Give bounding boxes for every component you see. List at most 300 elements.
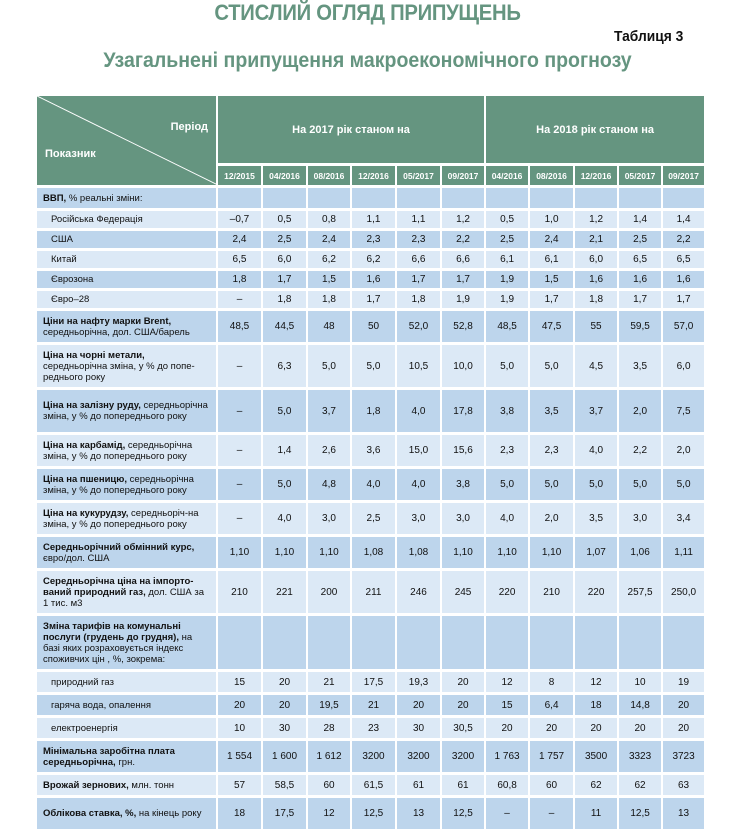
value-cell: 1,5 [530,271,573,288]
value-cell: 5,0 [530,345,573,387]
row-label-text: Китай [51,254,77,265]
value-cell: 48,5 [486,311,528,342]
date-header: 05/2017 [619,166,661,185]
date-header: 12/2016 [352,166,395,185]
value-cell: 1,7 [352,291,395,308]
row-label-bold: Ціна на чорні метали, [43,349,145,361]
value-cell: 7,5 [663,390,704,432]
value-cell: 61 [397,775,440,795]
value-cell: 1,08 [397,537,440,568]
table-row [37,231,704,248]
value-cell: 1,8 [575,291,617,308]
value-cell: –0,7 [218,211,261,228]
value-cell: 20 [663,695,704,715]
value-cell: 2,0 [663,435,704,466]
value-cell: 17,8 [442,390,484,432]
value-cell: 10 [218,718,261,738]
value-cell: 20 [575,718,617,738]
row-label [37,211,216,228]
value-cell: 6,5 [218,251,261,268]
row-label [37,311,216,342]
row-label-text: середньорічна зміна, у % до попе-реднього року [43,360,195,383]
value-cell: 2,4 [218,231,261,248]
date-header: 04/2016 [263,166,306,185]
row-label-text: Російська Федерація [51,214,143,225]
table-row [37,537,704,568]
value-cell [263,188,306,208]
value-cell: 12 [575,672,617,692]
value-cell: 15,0 [397,435,440,466]
value-cell [575,616,617,669]
value-cell: 1,2 [442,211,484,228]
value-cell: 20 [397,695,440,715]
value-cell: 3,8 [442,469,484,500]
row-label-text: на кінець року [136,808,202,819]
value-cell: 4,8 [308,469,350,500]
value-cell: 62 [619,775,661,795]
value-cell: 6,2 [352,251,395,268]
value-cell: 6,6 [397,251,440,268]
value-cell [218,188,261,208]
value-cell: 6,5 [619,251,661,268]
value-cell: 246 [397,571,440,613]
group-header-2018: На 2018 рік станом на [486,96,704,163]
value-cell: 20 [619,718,661,738]
row-label-bold: Ціна на кукурудзу, [43,507,129,519]
row-label-text: млн. тонн [128,779,175,791]
value-cell: 19,3 [397,672,440,692]
value-cell: 18 [575,695,617,715]
value-cell: 221 [263,571,306,613]
value-cell: 3200 [442,741,484,772]
value-cell: 2,3 [530,435,573,466]
table-row [37,695,704,715]
value-cell: 12,5 [619,798,661,829]
value-cell: 12 [486,672,528,692]
value-cell: – [218,291,261,308]
value-cell: 20 [442,695,484,715]
value-cell: 2,0 [530,503,573,534]
row-label [37,271,216,288]
value-cell: 20 [263,695,306,715]
row-label-text: середньорічна, дол. США/барель [43,326,190,338]
value-cell: 52,8 [442,311,484,342]
value-cell: 3,8 [486,390,528,432]
value-cell: 2,2 [663,231,704,248]
value-cell: 63 [663,775,704,795]
row-label-text: середньорічна зміна, у % до попереднього року [43,473,194,496]
value-cell: 1,7 [442,271,484,288]
value-cell: – [486,798,528,829]
table-row [37,390,704,432]
value-cell: – [218,469,261,500]
row-label-bold: Врожай зернових, [43,779,129,791]
value-cell: 3,6 [352,435,395,466]
value-cell: 5,0 [308,345,350,387]
row-label [37,616,216,669]
value-cell [397,616,440,669]
value-cell: 52,0 [397,311,440,342]
value-cell: 21 [308,672,350,692]
row-label-text: на базі яких розраховується індекс споживчих цін , %, зокрема: [43,631,193,665]
row-label [37,798,216,829]
value-cell: 2,5 [619,231,661,248]
date-header: 04/2016 [486,166,528,185]
value-cell: 20 [263,672,306,692]
value-cell: 2,5 [352,503,395,534]
value-cell: 3,5 [619,345,661,387]
table-row [37,741,704,772]
value-cell: 62 [575,775,617,795]
value-cell: 15 [218,672,261,692]
value-cell: 60 [530,775,573,795]
value-cell: 47,5 [530,311,573,342]
value-cell: 1,10 [442,537,484,568]
value-cell: 1,1 [397,211,440,228]
row-label-bold: Облікова ставка, %, [43,808,137,819]
value-cell: 4,0 [263,503,306,534]
value-cell: 0,8 [308,211,350,228]
value-cell: 2,3 [397,231,440,248]
value-cell: 3,0 [442,503,484,534]
value-cell: 60 [308,775,350,795]
value-cell: 3500 [575,741,617,772]
value-cell: 6,6 [442,251,484,268]
value-cell [397,188,440,208]
row-label-text: природний газ [51,676,114,688]
table-title: Узагальнені припущення макроекономічного прогнозу [103,49,632,72]
row-label [37,537,216,568]
row-label-bold: Ціна на карбамід, [43,439,126,451]
value-cell: 11 [575,798,617,829]
value-cell [530,616,573,669]
value-cell: 257,5 [619,571,661,613]
value-cell: 6,0 [663,345,704,387]
value-cell: 5,0 [352,345,395,387]
value-cell: 1,4 [263,435,306,466]
value-cell: 50 [352,311,395,342]
value-cell: 6,0 [575,251,617,268]
value-cell: 6,5 [663,251,704,268]
value-cell: 5,0 [619,469,661,500]
row-label [37,672,216,692]
value-cell: – [218,503,261,534]
value-cell: 1,07 [575,537,617,568]
value-cell: 1 612 [308,741,350,772]
value-cell: 3,7 [308,390,350,432]
value-cell: 1,4 [619,211,661,228]
row-label-text: грн. [115,756,135,768]
value-cell: 61 [442,775,484,795]
value-cell: 6,0 [263,251,306,268]
value-cell: 1,9 [486,291,528,308]
table-row [37,211,704,228]
value-cell: 1,7 [663,291,704,308]
value-cell: 15 [486,695,528,715]
value-cell: 6,1 [530,251,573,268]
value-cell: 3323 [619,741,661,772]
value-cell: 3,5 [530,390,573,432]
row-label [37,345,216,387]
table-row [37,345,704,387]
value-cell: 2,5 [486,231,528,248]
date-header: 09/2017 [442,166,484,185]
row-label-text: дол. США за 1 тис. м3 [43,586,204,609]
value-cell: 20 [442,672,484,692]
value-cell [575,188,617,208]
row-label-bold: Ціна на залізну руду, [43,400,141,411]
value-cell: 1,0 [530,211,573,228]
value-cell: 30 [263,718,306,738]
row-label-text: % реальні зміни: [66,192,143,204]
value-cell: 1,10 [218,537,261,568]
value-cell: 3,0 [397,503,440,534]
value-cell: 200 [308,571,350,613]
value-cell [308,188,350,208]
value-cell: 1 757 [530,741,573,772]
value-cell: 1,7 [530,291,573,308]
value-cell: 1,6 [619,271,661,288]
value-cell: 57,0 [663,311,704,342]
value-cell: – [530,798,573,829]
row-label [37,231,216,248]
value-cell: 6,2 [308,251,350,268]
value-cell [263,616,306,669]
group-header-2017: На 2017 рік станом на [218,96,484,163]
row-label [37,718,216,738]
value-cell [619,188,661,208]
row-label-text: гаряча вода, опалення [51,699,152,711]
value-cell [308,616,350,669]
value-cell: 13 [397,798,440,829]
row-label [37,741,216,772]
value-cell [442,616,484,669]
value-cell: 20 [486,718,528,738]
row-label-bold: Мінімальна заробітна плата середньорічна, [43,745,175,768]
value-cell: 20 [530,718,573,738]
assumptions-table [35,93,706,832]
value-cell: 12,5 [442,798,484,829]
value-cell: 6,1 [486,251,528,268]
value-cell: 2,4 [530,231,573,248]
value-cell: 10 [619,672,661,692]
value-cell: 5,0 [263,390,306,432]
value-cell: 14,8 [619,695,661,715]
value-cell: 21 [352,695,395,715]
corner-header-cell [37,96,216,185]
row-label [37,390,216,432]
value-cell [352,188,395,208]
value-cell: 12,5 [352,798,395,829]
table-row [37,469,704,500]
row-label-bold: Зміна тарифів на комунальні послуги (грудень до грудня), [43,620,181,643]
value-cell: 1,1 [352,211,395,228]
table-row [37,311,704,342]
value-cell: 5,0 [486,345,528,387]
value-cell: 17,5 [263,798,306,829]
value-cell: 60,8 [486,775,528,795]
period-label: Період [170,121,208,133]
value-cell: 2,0 [619,390,661,432]
diagonal-divider [37,96,218,185]
value-cell: 5,0 [263,469,306,500]
value-cell: 48 [308,311,350,342]
value-cell: 1,10 [263,537,306,568]
value-cell: 59,5 [619,311,661,342]
row-label [37,291,216,308]
value-cell: 1,8 [263,291,306,308]
value-cell: 30 [397,718,440,738]
row-label-text: середньоріч-на зміна, у % до попереднього року [43,507,199,530]
value-cell [352,616,395,669]
value-cell: 245 [442,571,484,613]
row-label-text: електроенергія [51,722,118,734]
value-cell: 0,5 [486,211,528,228]
value-cell: 19 [663,672,704,692]
value-cell: – [218,390,261,432]
value-cell: 1,9 [442,291,484,308]
value-cell: 5,0 [663,469,704,500]
value-cell: 20 [218,695,261,715]
row-label [37,188,216,208]
value-cell: 2,6 [308,435,350,466]
value-cell: 3200 [352,741,395,772]
value-cell: 210 [218,571,261,613]
table-row [37,672,704,692]
value-cell: 3723 [663,741,704,772]
value-cell: – [218,345,261,387]
table-row [37,251,704,268]
value-cell: 10,5 [397,345,440,387]
row-label-bold: Ціни на нафту марки Brent, [43,315,172,327]
table-row [37,718,704,738]
value-cell: 1,6 [575,271,617,288]
value-cell: 1,11 [663,537,704,568]
value-cell: 48,5 [218,311,261,342]
value-cell: 28 [308,718,350,738]
date-header: 09/2017 [663,166,704,185]
table-row [37,435,704,466]
value-cell: 4,0 [486,503,528,534]
value-cell: 18 [218,798,261,829]
value-cell [442,188,484,208]
date-header: 12/2016 [575,166,617,185]
value-cell: 30,5 [442,718,484,738]
value-cell: 1,2 [575,211,617,228]
value-cell: 1,8 [218,271,261,288]
value-cell: 1,6 [352,271,395,288]
value-cell: 1,10 [486,537,528,568]
row-label-text: Євро–28 [51,294,90,305]
value-cell: 1,10 [530,537,573,568]
value-cell [218,616,261,669]
row-label-text: середньорічна зміна, у % до попереднього року [43,439,193,462]
value-cell: 1,5 [308,271,350,288]
value-cell: 1 554 [218,741,261,772]
table-row [37,503,704,534]
row-label-bold: ВВП, [43,192,67,204]
table-row [37,291,704,308]
indicator-label: Показник [45,148,96,160]
value-cell: 2,2 [442,231,484,248]
value-cell: – [218,435,261,466]
value-cell: 10,0 [442,345,484,387]
value-cell: 19,5 [308,695,350,715]
value-cell: 5,0 [530,469,573,500]
value-cell: 3,7 [575,390,617,432]
value-cell: 15,6 [442,435,484,466]
value-cell: 2,2 [619,435,661,466]
value-cell [619,616,661,669]
value-cell: 4,0 [397,469,440,500]
value-cell: 1,06 [619,537,661,568]
value-cell: 1,7 [263,271,306,288]
value-cell: 4,5 [575,345,617,387]
table-row [37,775,704,795]
value-cell: 13 [663,798,704,829]
value-cell: 1,7 [397,271,440,288]
row-label-text: Єврозона [51,274,94,285]
value-cell [663,188,704,208]
value-cell: 17,5 [352,672,395,692]
value-cell: 1,08 [352,537,395,568]
row-label [37,571,216,613]
value-cell: 61,5 [352,775,395,795]
value-cell: 5,0 [486,469,528,500]
value-cell: 6,3 [263,345,306,387]
table-number: Таблиця 3 [613,28,683,45]
value-cell: 3,0 [619,503,661,534]
value-cell: 1,10 [308,537,350,568]
value-cell: 1,9 [486,271,528,288]
value-cell: 2,3 [352,231,395,248]
value-cell: 1,8 [352,390,395,432]
value-cell: 23 [352,718,395,738]
value-cell: 210 [530,571,573,613]
value-cell: 58,5 [263,775,306,795]
value-cell: 3200 [397,741,440,772]
row-label-bold: Середньорічна ціна на імпорто-ваний природний газ, [43,575,194,598]
row-label-text: середньорічна зміна, у % до попереднього року [43,400,208,422]
value-cell: 4,0 [352,469,395,500]
value-cell: 8 [530,672,573,692]
row-label-text: євро/дол. США [43,552,110,564]
value-cell [530,188,573,208]
section-title: СТИСЛИЙ ОГЛЯД ПРИПУЩЕНЬ [214,0,521,25]
value-cell: 44,5 [263,311,306,342]
table-row [37,188,704,208]
row-label [37,251,216,268]
value-cell: 20 [663,718,704,738]
table-row [37,616,704,669]
row-label [37,503,216,534]
row-label-bold: Ціна на пшеницю, [43,473,128,485]
value-cell: 220 [486,571,528,613]
value-cell: 4,0 [575,435,617,466]
value-cell: 0,5 [263,211,306,228]
row-label-text: США [51,234,73,245]
table-row [37,571,704,613]
table-row [37,271,704,288]
value-cell: 6,4 [530,695,573,715]
value-cell: 1,8 [397,291,440,308]
value-cell [486,188,528,208]
value-cell: 5,0 [575,469,617,500]
value-cell: 4,0 [397,390,440,432]
table-row [37,798,704,829]
value-cell: 3,4 [663,503,704,534]
date-header: 08/2016 [530,166,573,185]
